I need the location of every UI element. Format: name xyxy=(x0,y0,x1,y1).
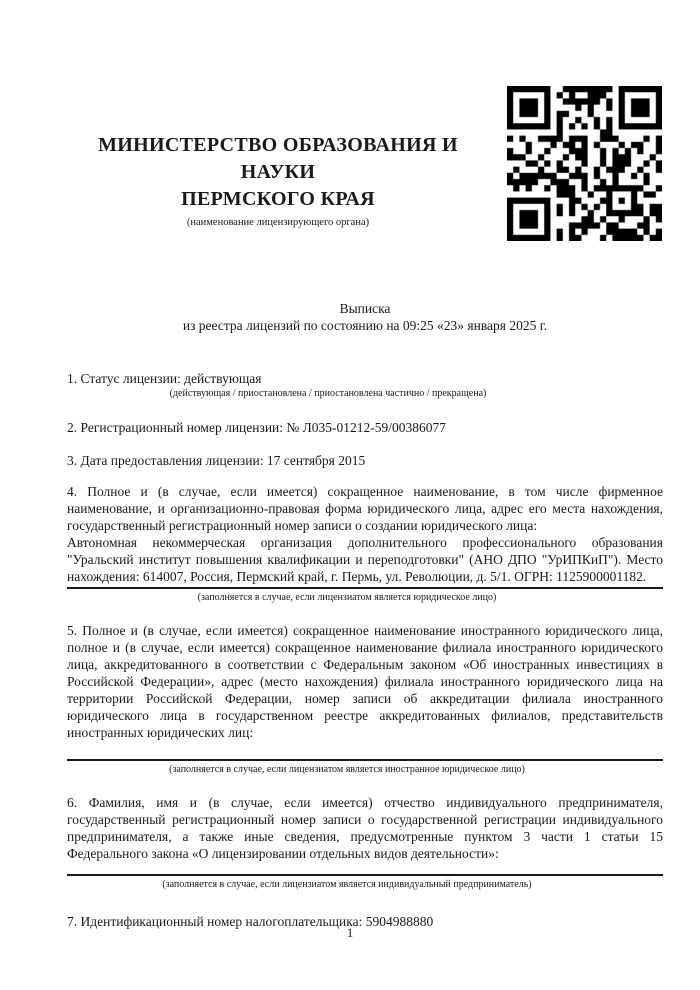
foreign-entity-blank-line xyxy=(67,741,663,761)
field-license-status xyxy=(67,370,663,400)
legal-entity-caption: (заполняется в случае, если лицензиатом является юридическое лицо) xyxy=(197,592,497,603)
qr-code xyxy=(507,86,662,241)
legal-entity-label: 4. Полное и (в случае, если имеется) сокращенное наименование, в том числе фирменное наименование, и организационно-правовая форма юридического лица, адрес его места нахождения, государственный регистрационный номер записи о создании юридического лица: xyxy=(67,484,663,533)
document-body xyxy=(67,370,663,930)
field-legal-entity xyxy=(67,483,663,604)
authority-name-line1: МИНИСТЕРСТВО ОБРАЗОВАНИЯ И НАУКИ xyxy=(98,134,458,183)
foreign-entity-label: 5. Полное и (в случае, если имеется) сокращенное наименование иностранного юридического лица, полное и (в случае, если имеется) сокращенное наименование филиала иностранного юридического лица, аккредитованного в соответствии с Федеральным законом «Об иностранных инвестициях в Российской Федерации», адрес (место нахождения) филиала иностранного юридического лица на территории Российской Федерации, номер записи об аккредитации филиала иностранного юридического лица в государственном реестре аккредитованных филиалов, представительств иностранных юридических лиц: xyxy=(67,623,663,740)
document-title-line2: из реестра лицензий по состоянию на 09:25 «23» января 2025 г. xyxy=(182,318,548,333)
legal-entity-value: Автономная некоммерческая организация дополнительного профессионального образования "Уральский институт повышения квалификации и переподготовки" (АНО ДПО "УрИПКиП"). Место нахождения: 614007, Россия, Пермский край, г. Пермь, ул. Революции, д. 5/1. ОГРН: 1125900001182. xyxy=(67,535,663,584)
issuing-authority-header xyxy=(70,132,486,229)
field-taxpayer-id: 7. Идентификационный номер налогоплательщика: 5904988880 xyxy=(67,914,434,929)
legal-entity-block xyxy=(67,483,663,589)
individual-entrepreneur-caption: (заполняется в случае, если лицензиатом является индивидуальный предприниматель) xyxy=(162,879,532,890)
authority-name-line2: ПЕРМСКОГО КРАЯ xyxy=(181,188,375,210)
individual-entrepreneur-blank-line xyxy=(67,862,663,876)
license-status-options-note: (действующая / приостановлена / приостановлена частично / прекращена) xyxy=(169,388,487,399)
authority-name-caption: (наименование лицензирующего органа) xyxy=(186,217,370,228)
foreign-entity-caption: (заполняется в случае, если лицензиатом является иностранное юридическое лицо) xyxy=(169,764,525,775)
field-grant-date: 3. Дата предоставления лицензии: 17 сентября 2015 xyxy=(67,453,366,468)
field-individual-entrepreneur xyxy=(67,794,663,891)
document-title-line1: Выписка xyxy=(339,301,391,316)
field-registration-number: 2. Регистрационный номер лицензии: № Л035-01212-59/00386077 xyxy=(67,420,447,435)
document-title xyxy=(67,300,663,334)
page-number: 1 xyxy=(346,925,354,940)
individual-entrepreneur-label: 6. Фамилия, имя и (в случае, если имеется) отчество индивидуального предпринимателя, государственный регистрационный номер записи о государственной регистрации индивидуального предпринимателя, а также иные сведения, предусмотренные пунктом 3 части 1 статьи 15 Федерального закона «О лицензировании отдельных видов деятельности»: xyxy=(67,795,663,861)
field-foreign-entity xyxy=(67,622,663,776)
license-status-text: 1. Статус лицензии: действующая xyxy=(67,371,262,386)
